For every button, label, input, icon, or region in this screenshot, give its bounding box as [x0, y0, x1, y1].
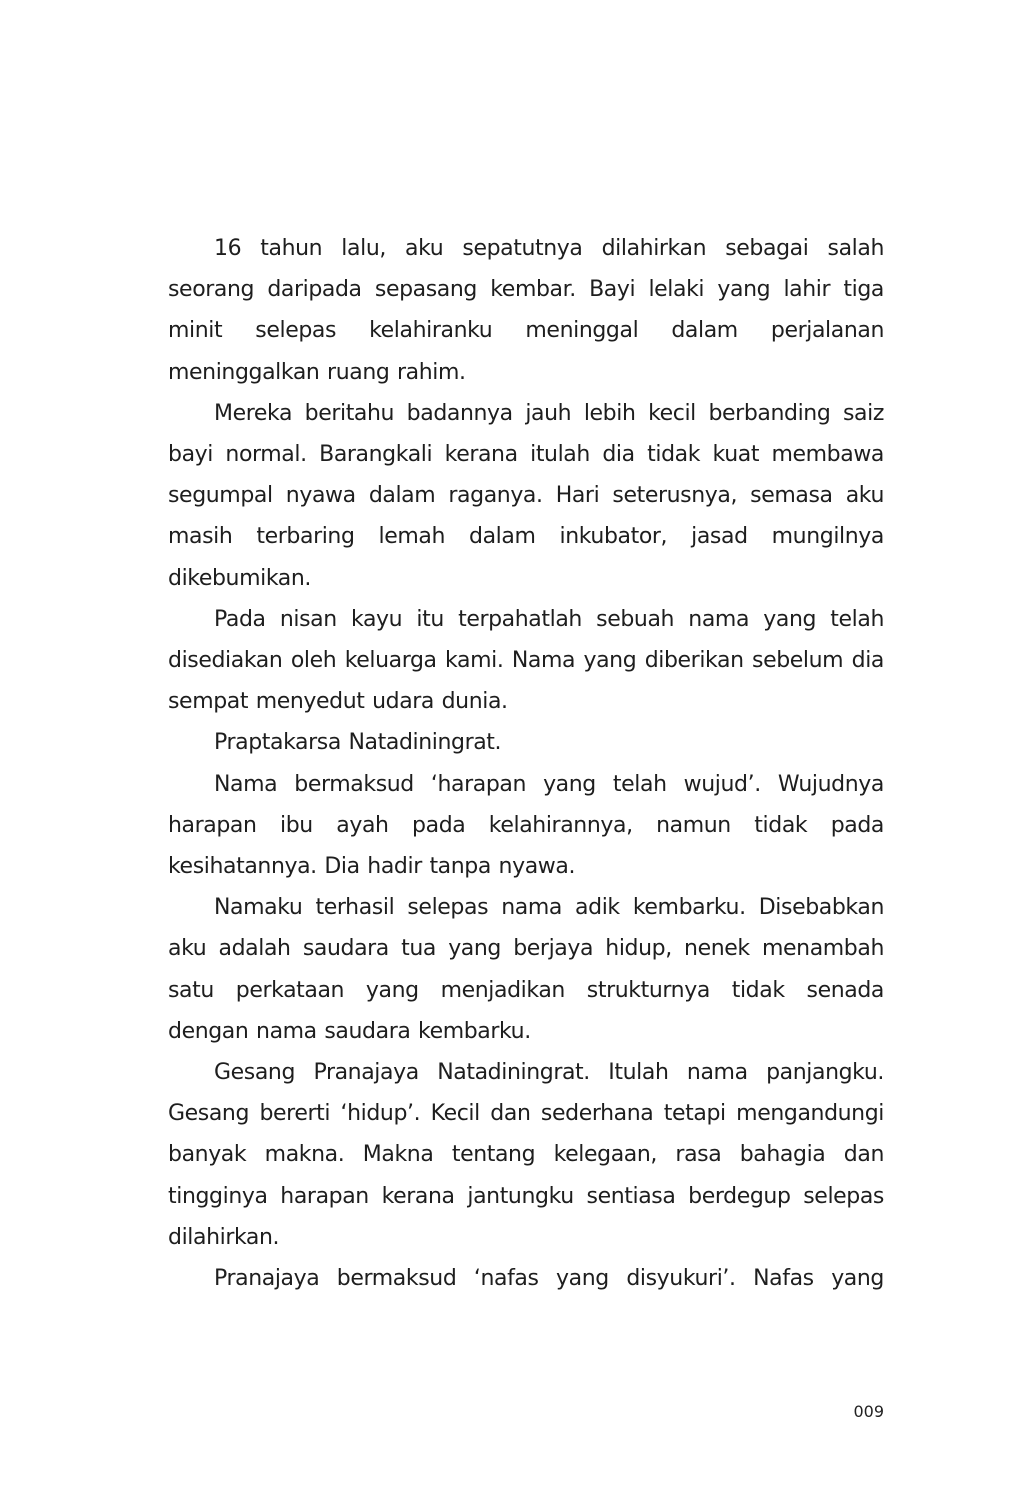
paragraph: Namaku terhasil selepas nama adik kembarku. Disebabkan aku adalah saudara tua yang berjaya hidup, nenek menambah satu perkataan yang menjadikan strukturnya tidak senada dengan nama saudara kembarku.: [168, 895, 884, 1044]
paragraph: Praptakarsa Natadiningrat.: [214, 730, 502, 756]
paragraph: Gesang Pranajaya Natadiningrat. Itulah nama panjangku. Gesang bererti ‘hidup’. Kecil dan sederhana tetapi mengandungi banyak makna. Makna tentang kelegaan, rasa bahagia dan tingginya harapan kerana jantungku sentiasa berdegup selepas dilahirkan.: [168, 1060, 884, 1250]
body-text: [168, 228, 884, 1299]
paragraph: Mereka beritahu badannya jauh lebih kecil berbanding saiz bayi normal. Barangkali kerana itulah dia tidak kuat membawa segumpal nyawa dalam raganya. Hari seterusnya, semasa aku masih terbaring lemah dalam inkubator, jasad mungilnya dikebumikan.: [168, 400, 884, 591]
paragraph: Nama bermaksud ‘harapan yang telah wujud’. Wujudnya harapan ibu ayah pada kelahirannya, namun tidak pada kesihatannya. Dia hadir tanpa nyawa.: [168, 771, 884, 880]
paragraph: Pada nisan kayu itu terpahatlah sebuah nama yang telah disediakan oleh keluarga kami. Nama yang diberikan sebelum dia sempat menyedut udara dunia.: [168, 606, 884, 715]
page-number: 009: [853, 1402, 884, 1421]
paragraph: Pranajaya bermaksud ‘nafas yang disyukuri’. Nafas yang: [214, 1266, 884, 1292]
paragraph: 16 tahun lalu, aku sepatutnya dilahirkan sebagai salah seorang daripada sepasang kembar. Bayi lelaki yang lahir tiga minit selepas kelahiranku meninggal dalam perjalanan meninggalkan ruang rahim.: [168, 236, 884, 385]
